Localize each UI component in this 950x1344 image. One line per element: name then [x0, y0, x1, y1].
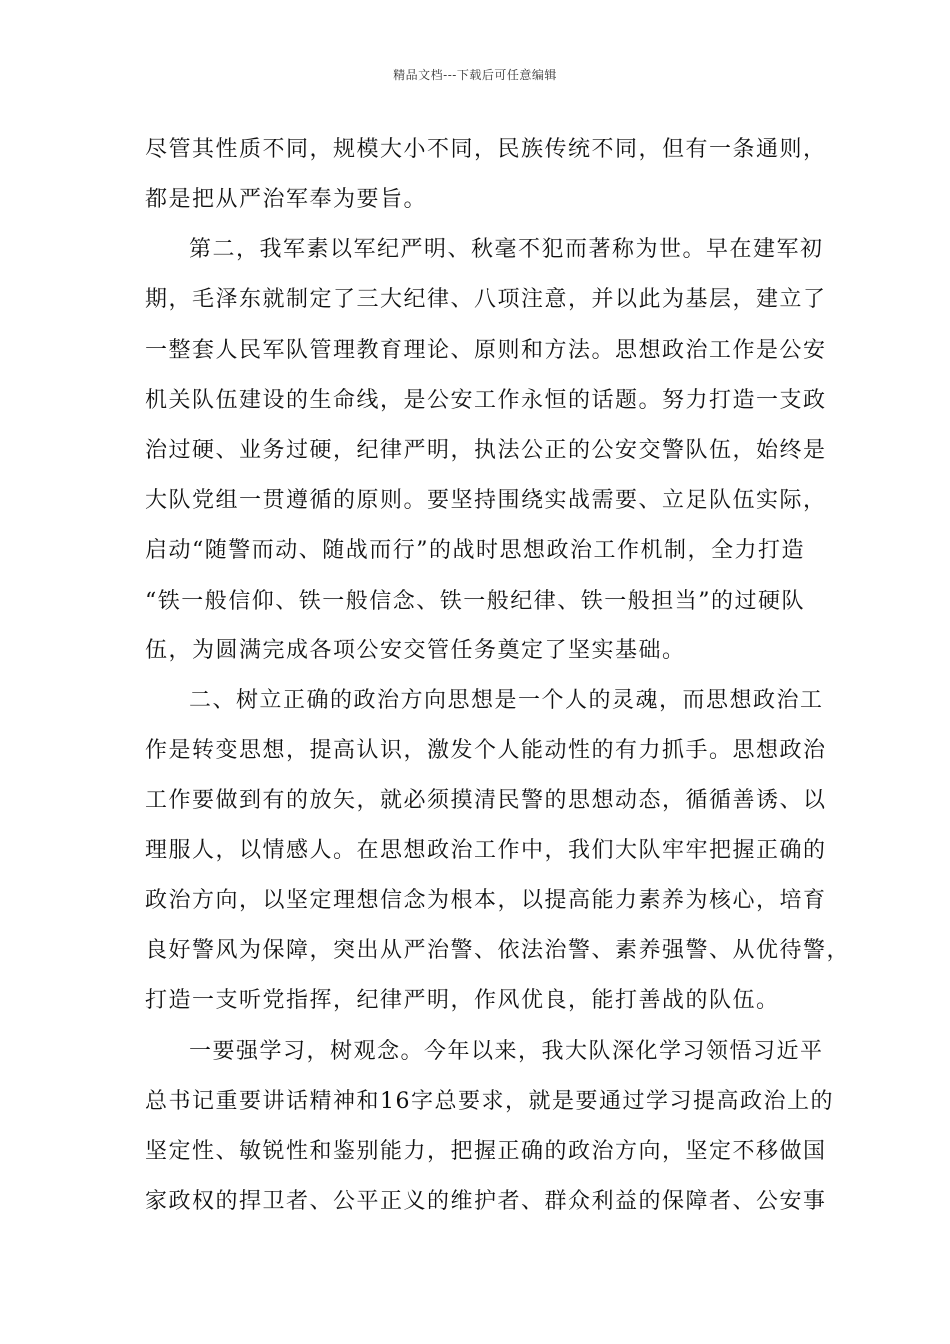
text-line: 工作要做到有的放矢，就必须摸清民警的思想动态，循循善诱、以: [145, 788, 827, 813]
text-line: 家政权的捍卫者、公平正义的维护者、群众利益的保障者、公安事: [145, 1189, 827, 1214]
text-line: 总书记重要讲话精神和16字总要求，就是要通过学习提高政治上的: [145, 1089, 834, 1114]
text-line: 理服人，以情感人。在思想政治工作中，我们大队牢牢把握正确的: [145, 838, 827, 863]
text-line: 作是转变思想，提高认识，激发个人能动性的有力抓手。思想政治: [145, 738, 827, 763]
text-line: 治过硬、业务过硬，纪律严明，执法公正的公安交警队伍，始终是: [145, 438, 827, 463]
text-line: 都是把从严治军奉为要旨。: [145, 187, 428, 212]
text-line: 伍，为圆满完成各项公安交管任务奠定了坚实基础。: [145, 638, 686, 663]
text-line: 政治方向，以坚定理想信念为根本，以提高能力素养为核心，培育: [145, 888, 827, 913]
text-line: 良好警风为保障，突出从严治警、依法治警、素养强警、从优待警，: [145, 938, 851, 963]
text-line: 尽管其性质不同，规模大小不同，民族传统不同，但有一条通则，: [145, 137, 827, 162]
text-line: 一整套人民军队管理教育理论、原则和方法。思想政治工作是公安: [145, 338, 827, 363]
page-header: 精品文档---下载后可任意编辑: [393, 68, 557, 82]
paragraph-first-line: 一要强学习，树观念。今年以来，我大队深化学习领悟习近平: [189, 1039, 824, 1064]
text-line: 机关队伍建设的生命线，是公安工作永恒的话题。努力打造一支政: [145, 388, 827, 413]
paragraph-first-line: 二、树立正确的政治方向思想是一个人的灵魂，而思想政治工: [189, 688, 824, 713]
text-line: 大队党组一贯遵循的原则。要坚持围绕实战需要、立足队伍实际，: [145, 488, 827, 513]
paragraph-first-line: 第二，我军素以军纪严明、秋毫不犯而著称为世。早在建军初: [189, 237, 824, 262]
text-line: 期，毛泽东就制定了三大纪律、八项注意，并以此为基层，建立了: [145, 287, 827, 312]
text-line: “铁一般信仰、铁一般信念、铁一般纪律、铁一般担当”的过硬队: [145, 589, 805, 614]
text-line: 启动“随警而动、随战而行”的战时思想政治工作机制，全力打造: [145, 538, 805, 563]
text-line: 坚定性、敏锐性和鉴别能力，把握正确的政治方向，坚定不移做国: [145, 1139, 827, 1164]
text-line: 打造一支听党指挥，纪律严明，作风优良，能打善战的队伍。: [145, 988, 780, 1013]
